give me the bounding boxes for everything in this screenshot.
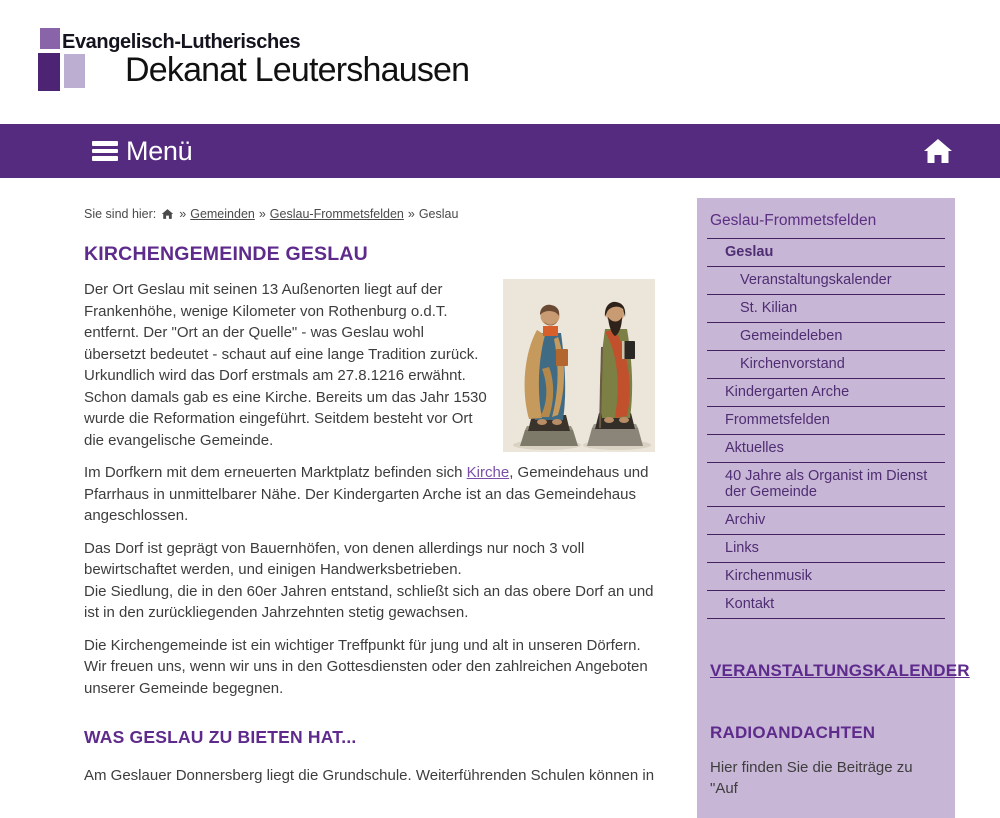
breadcrumb-link-gemeinden[interactable]: Gemeinden [190, 207, 255, 221]
radioandachten-title: RADIOANDACHTEN [710, 723, 876, 742]
sidebar-item-kirchenvorstand[interactable]: Kirchenvorstand [740, 356, 845, 372]
breadcrumb-home-link[interactable] [161, 208, 174, 220]
sidebar-item-kontakt[interactable]: Kontakt [725, 596, 775, 612]
menu-label: Menü [126, 135, 193, 166]
page-title: KIRCHENGEMEINDE GESLAU [84, 243, 368, 265]
breadcrumb [84, 207, 655, 221]
paragraph-intro: Der Ort Geslau mit seinen 13 Außenorten liegt auf der Frankenhöhe, wenige Kilometer von Rothenburg o.d.T. entfernt. Der "Ort an der Quelle" - was Geslau wohl übersetzt bedeutet - schaut auf eine lange Tradition zurück. Urkundlich wird das Dorf erstmals am 27.8.1216 erwähnt. Schon damals gab es eine Kirche. Bereits um das Jahr 1530 wurde die Reformation eingeführt. Seitdem besteht vor Ort die evangelische Gemeinde. [84, 281, 487, 449]
sidebar-item-archiv[interactable]: Archiv [725, 512, 766, 528]
paragraph-treffpunkt: Die Kirchengemeinde ist ein wichtiger Treffpunkt für jung und alt in unseren Dörfern. Wir freuen uns, wenn wir uns in den Gottesdiensten oder den zahlreichen Angeboten unserer Gemeinde begegnen. [84, 636, 648, 697]
sidebar-item-aktuelles[interactable]: Aktuelles [725, 440, 784, 456]
article-body [84, 279, 655, 786]
kirche-link[interactable]: Kirche [466, 464, 510, 481]
dorf-text-a: Das Dorf ist geprägt von Bauernhöfen, von denen allerdings nur noch 3 voll bewirtschaftet werden, und einigen Handwerksbetrieben. [84, 539, 585, 578]
dorfkern-text-post: , Gemeindehaus und Pfarrhaus in unmittelbarer Nähe. Der Kindergarten Arche ist an das Gemeindehaus angeschlossen. [84, 464, 649, 524]
sidebar-title[interactable]: Geslau-Frommetsfelden [710, 212, 877, 229]
sidebar-item-st-kilian[interactable]: St. Kilian [740, 300, 798, 316]
dorf-text-b: Die Siedlung, die in den 60er Jahren entstand, schließt sich an das obere Dorf an und ist in den zurückliegenden Jahrzehnten stetig gewachsen. [84, 582, 654, 621]
breadcrumb-prefix: Sie sind hier: [84, 207, 157, 221]
brand-subtitle: Evangelisch-Lutherisches [62, 31, 301, 53]
divider [707, 618, 945, 619]
sidebar-item-kirchenmusik[interactable]: Kirchenmusik [725, 568, 813, 584]
dorfkern-text-pre: Im Dorfkern mit dem erneuerten Marktplatz befinden sich [84, 464, 467, 481]
paragraph-dorfkern [84, 462, 655, 527]
breadcrumb-link-geslau-frommetsfelden[interactable]: Geslau-Frommetsfelden [269, 207, 404, 221]
sidebar-item-kindergarten-arche[interactable]: Kindergarten Arche [725, 384, 850, 400]
breadcrumb-current: Geslau [418, 207, 459, 221]
sidebar-item-veranstaltungskalender[interactable]: Veranstaltungskalender [740, 272, 892, 288]
statues-image [503, 279, 655, 452]
home-icon [922, 137, 954, 165]
sidebar-item-geslau[interactable]: Geslau [725, 244, 774, 260]
menu-toggle-button[interactable] [92, 136, 192, 167]
breadcrumb-separator: » [407, 207, 415, 221]
page-layout [0, 178, 1000, 818]
breadcrumb-separator: » [179, 207, 187, 221]
logo-square-medium [40, 28, 60, 49]
sidebar-item-links[interactable]: Links [725, 540, 759, 556]
hamburger-icon [92, 141, 118, 161]
brand-title: Dekanat Leutershausen [125, 51, 470, 89]
home-button[interactable] [922, 137, 954, 165]
sidebar-item-gemeindeleben[interactable]: Gemeindeleben [740, 328, 843, 344]
sidebar-item-40-jahre-organist[interactable]: 40 Jahre als Organist im Dienst der Gemeinde [725, 468, 928, 500]
site-header [0, 0, 1000, 124]
logo-square-dark [38, 53, 60, 91]
breadcrumb-separator: » [258, 207, 266, 221]
logo-square-light [64, 54, 85, 88]
paragraph-schule: Am Geslauer Donnersberg liegt die Grundschule. Weiterführenden Schulen können in [84, 766, 655, 784]
veranstaltungskalender-link[interactable]: VERANSTALTUNGSKALENDER [710, 661, 970, 680]
main-content [84, 178, 655, 797]
sidebar-navigation [697, 198, 970, 818]
section-title: WAS GESLAU ZU BIETEN HAT... [84, 727, 357, 747]
sidebar-item-frommetsfelden[interactable]: Frommetsfelden [725, 412, 830, 428]
home-icon [161, 208, 174, 220]
radioandachten-text: Hier finden Sie die Beiträge zu "Auf [710, 759, 913, 797]
paragraph-dorf [84, 538, 655, 624]
main-nav-bar [0, 124, 1000, 178]
